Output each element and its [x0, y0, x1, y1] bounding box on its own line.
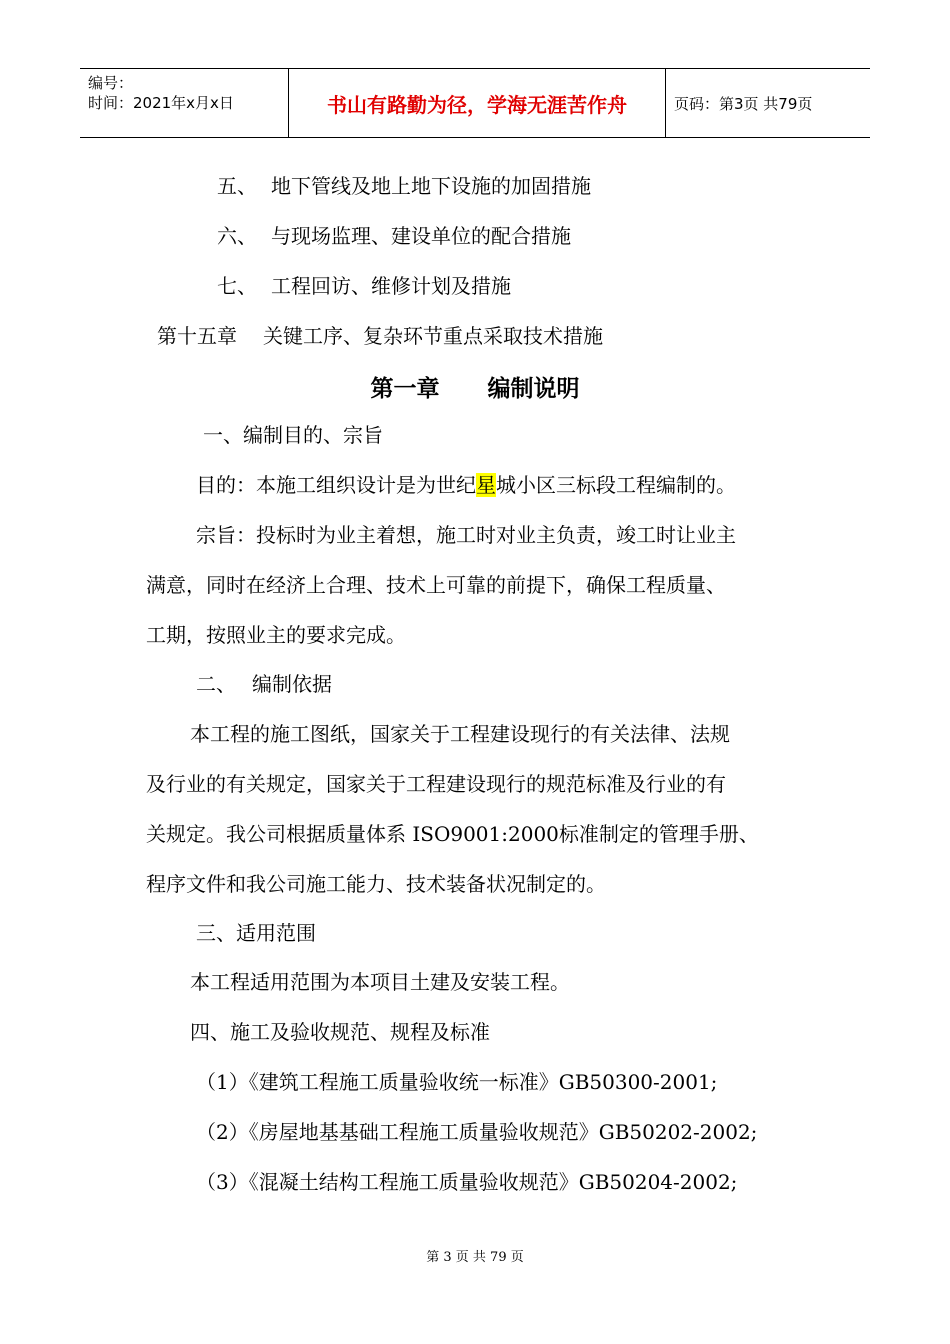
basis-line-4: 程序文件和我公司施工能力、技术装备状况制定的。 — [146, 872, 606, 896]
section-1-heading: 一、编制目的、宗旨 — [203, 423, 383, 447]
toc-item-5: 五、 地下管线及地上地下设施的加固措施 — [217, 174, 591, 198]
number-label: 编号： — [88, 74, 134, 92]
section-4-heading: 四、施工及验收规范、规程及标准 — [190, 1020, 490, 1044]
highlighted-char: 星 — [476, 473, 496, 497]
scope-paragraph: 本工程适用范围为本项目土建及安装工程。 — [190, 970, 570, 994]
tenet-line-3: 工期，按照业主的要求完成。 — [146, 623, 406, 647]
time-label: 时间：2021年x月x日 — [88, 94, 234, 112]
standard-item-2: （2）《房屋地基基础工程施工质量验收规范》GB50202-2002; — [196, 1120, 758, 1144]
page-header — [80, 68, 870, 138]
basis-line-1: 本工程的施工图纸，国家关于工程建设现行的有关法律、法规 — [190, 722, 730, 746]
purpose-paragraph: 目的：本施工组织设计是为世纪星城小区三标段工程编制的。 — [196, 473, 736, 497]
header-page-info: 页码：第3页 共79页 — [674, 94, 813, 113]
basis-line-2: 及行业的有关规定，国家关于工程建设现行的规范标准及行业的有 — [146, 772, 726, 796]
toc-chapter-15: 第十五章 关键工序、复杂环节重点采取技术措施 — [157, 324, 603, 348]
header-motto: 书山有路勤为径，学海无涯苦作舟 — [289, 69, 666, 137]
standard-item-3: （3）《混凝土结构工程施工质量验收规范》GB50204-2002; — [196, 1170, 738, 1194]
standard-item-1: （1）《建筑工程施工质量验收统一标准》GB50300-2001; — [196, 1070, 718, 1094]
basis-line-3: 关规定。我公司根据质量体系 ISO9001:2000标准制定的管理手册、 — [146, 822, 759, 846]
tenet-line-1: 宗旨：投标时为业主着想，施工时对业主负责，竣工时让业主 — [196, 523, 736, 547]
section-3-heading: 三、适用范围 — [196, 921, 316, 945]
chapter-title: 第一章 编制说明 — [370, 376, 580, 402]
toc-item-6: 六、 与现场监理、建设单位的配合措施 — [217, 224, 571, 248]
page-footer: 第 3 页 共 79 页 — [426, 1250, 524, 1265]
section-2-heading: 二、 编制依据 — [196, 672, 332, 696]
tenet-line-2: 满意，同时在经济上合理、技术上可靠的前提下，确保工程质量、 — [146, 573, 726, 597]
header-meta — [80, 69, 289, 137]
toc-item-7: 七、 工程回访、维修计划及措施 — [217, 274, 511, 298]
